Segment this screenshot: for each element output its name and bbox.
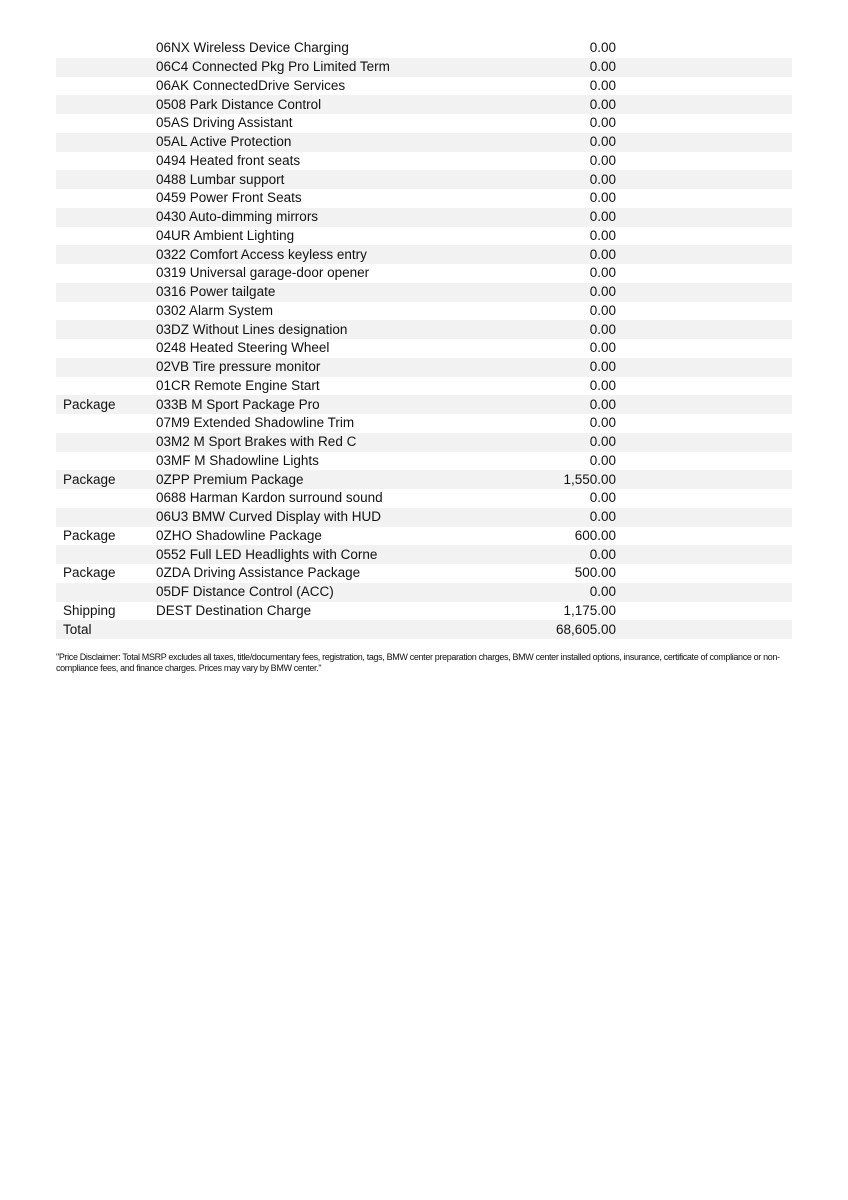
row-spacer [616, 114, 792, 133]
row-description: 01CR Remote Engine Start [156, 377, 320, 393]
option-row [56, 508, 792, 527]
row-spacer [616, 152, 792, 171]
option-row [56, 470, 792, 489]
row-spacer [616, 489, 792, 508]
row-spacer [616, 414, 792, 433]
option-row [56, 602, 792, 621]
row-category [56, 227, 156, 246]
row-price: 68,605.00 [486, 620, 616, 639]
row-spacer [616, 283, 792, 302]
row-description: 05AL Active Protection [156, 133, 486, 152]
option-row [56, 170, 792, 189]
row-price: 0.00 [589, 77, 616, 93]
row-category [56, 39, 156, 58]
row-price: 0.00 [589, 377, 616, 393]
row-category [56, 452, 156, 471]
row-category [56, 245, 156, 264]
row-spacer [616, 470, 792, 489]
option-row [56, 114, 792, 133]
row-price: 0.00 [589, 152, 616, 168]
row-category [56, 77, 156, 96]
row-spacer [616, 433, 792, 452]
row-category [56, 508, 156, 527]
row-category [56, 189, 156, 208]
row-category [56, 302, 156, 321]
row-category [56, 489, 156, 508]
row-price: 0.00 [486, 133, 616, 152]
row-category: Total [56, 620, 156, 639]
row-price: 0.00 [589, 190, 616, 206]
row-spacer [616, 339, 792, 358]
option-row [56, 339, 792, 358]
row-category: Package [63, 527, 116, 543]
row-price: 0.00 [589, 340, 616, 356]
row-description: 06AK ConnectedDrive Services [156, 77, 346, 93]
row-price: 0.00 [486, 283, 616, 302]
row-description: DEST Destination Charge [156, 602, 312, 618]
row-spacer [616, 377, 792, 396]
row-category: Package [56, 395, 156, 414]
row-description: 05AS Driving Assistant [156, 115, 293, 131]
row-spacer [616, 208, 792, 227]
row-description: 02VB Tire pressure monitor [156, 358, 486, 377]
option-row [56, 414, 792, 433]
option-row [56, 583, 792, 602]
row-price: 0.00 [486, 95, 616, 114]
option-row [56, 264, 792, 283]
total-row [56, 620, 792, 639]
row-description: 05DF Distance Control (ACC) [156, 583, 486, 602]
option-row [56, 302, 792, 321]
row-description: 0248 Heated Steering Wheel [156, 340, 330, 356]
option-row [56, 377, 792, 396]
row-price: 0.00 [589, 115, 616, 131]
row-price: 0.00 [486, 545, 616, 564]
row-price: 0.00 [589, 40, 616, 56]
price-disclaimer: "Price Disclaimer: Total MSRP excludes all taxes, title/documentary fees, registration, tags, BMW center preparation charges, BMW center installed options, insurance, certificate of compliance or non-compliance fees, and finance charges. Prices may vary by BMW center." [56, 652, 780, 673]
option-row [56, 358, 792, 377]
row-price: 0.00 [486, 433, 616, 452]
row-description: 0508 Park Distance Control [156, 95, 486, 114]
row-description: 0494 Heated front seats [156, 152, 301, 168]
row-description: 0322 Comfort Access keyless entry [156, 245, 486, 264]
row-spacer [616, 545, 792, 564]
option-row [56, 95, 792, 114]
row-category [56, 264, 156, 283]
row-price: 0.00 [589, 490, 616, 506]
row-description: 0430 Auto-dimming mirrors [156, 208, 486, 227]
row-spacer [616, 133, 792, 152]
row-category [56, 433, 156, 452]
row-category [56, 283, 156, 302]
row-price: 0.00 [486, 170, 616, 189]
option-row [56, 58, 792, 77]
row-category [56, 133, 156, 152]
option-row [56, 283, 792, 302]
row-category [56, 545, 156, 564]
row-price: 0.00 [486, 508, 616, 527]
row-category [56, 58, 156, 77]
row-description [156, 620, 486, 639]
option-row [56, 433, 792, 452]
row-price: 600.00 [574, 527, 616, 543]
row-spacer [616, 452, 792, 471]
option-row [56, 208, 792, 227]
row-category [56, 152, 156, 171]
row-description: 03MF M Shadowline Lights [156, 452, 319, 468]
row-price: 0.00 [589, 415, 616, 431]
option-row [56, 564, 792, 583]
row-spacer [616, 508, 792, 527]
row-spacer [616, 189, 792, 208]
row-spacer [616, 302, 792, 321]
row-description: 06C4 Connected Pkg Pro Limited Term [156, 58, 486, 77]
row-description: 0488 Lumbar support [156, 170, 486, 189]
row-description: 033B M Sport Package Pro [156, 395, 486, 414]
row-category [56, 114, 156, 133]
row-category [56, 208, 156, 227]
row-category [56, 358, 156, 377]
row-price: 500.00 [574, 565, 616, 581]
row-spacer [616, 245, 792, 264]
row-price: 0.00 [486, 583, 616, 602]
option-row [56, 245, 792, 264]
row-description: 0ZPP Premium Package [156, 470, 486, 489]
row-description: 0ZDA Driving Assistance Package [156, 565, 361, 581]
row-description: 04UR Ambient Lighting [156, 227, 295, 243]
row-spacer [616, 620, 792, 639]
row-category [56, 95, 156, 114]
row-description: 06NX Wireless Device Charging [156, 40, 349, 56]
row-price: 0.00 [589, 265, 616, 281]
row-price: 1,175.00 [563, 602, 616, 618]
options-table-body [56, 39, 792, 639]
row-spacer [616, 39, 792, 58]
row-spacer [616, 564, 792, 583]
row-spacer [616, 77, 792, 96]
row-spacer [616, 527, 792, 546]
option-row [56, 452, 792, 471]
row-spacer [616, 358, 792, 377]
row-description: 07M9 Extended Shadowline Trim [156, 415, 355, 431]
option-row [56, 133, 792, 152]
row-spacer [616, 58, 792, 77]
row-description: 0459 Power Front Seats [156, 190, 302, 206]
option-row [56, 545, 792, 564]
row-price: 0.00 [589, 227, 616, 243]
row-category [56, 170, 156, 189]
row-description: 0319 Universal garage-door opener [156, 265, 370, 281]
row-category [56, 377, 156, 396]
option-row [56, 320, 792, 339]
row-description: 0316 Power tailgate [156, 283, 486, 302]
option-row [56, 152, 792, 171]
row-price: 0.00 [589, 302, 616, 318]
option-row [56, 189, 792, 208]
row-category: Package [56, 470, 156, 489]
row-description: 03DZ Without Lines designation [156, 320, 486, 339]
row-description: 0688 Harman Kardon surround sound [156, 490, 383, 506]
row-price: 0.00 [486, 58, 616, 77]
row-spacer [616, 320, 792, 339]
options-price-table [56, 39, 792, 639]
row-description: 0552 Full LED Headlights with Corne [156, 545, 486, 564]
option-row [56, 39, 792, 58]
row-spacer [616, 227, 792, 246]
option-row [56, 77, 792, 96]
row-price: 1,550.00 [486, 470, 616, 489]
row-price: 0.00 [486, 245, 616, 264]
option-row [56, 227, 792, 246]
row-category: Shipping [63, 602, 116, 618]
row-category [56, 320, 156, 339]
row-price: 0.00 [486, 358, 616, 377]
row-spacer [616, 602, 792, 621]
row-price: 0.00 [486, 320, 616, 339]
row-spacer [616, 395, 792, 414]
row-description: 0ZHO Shadowline Package [156, 527, 322, 543]
row-spacer [616, 264, 792, 283]
row-description: 06U3 BMW Curved Display with HUD [156, 508, 486, 527]
row-price: 0.00 [486, 395, 616, 414]
row-spacer [616, 583, 792, 602]
row-category [56, 583, 156, 602]
option-row [56, 489, 792, 508]
row-category: Package [63, 565, 116, 581]
row-spacer [616, 170, 792, 189]
row-category [56, 414, 156, 433]
row-price: 0.00 [486, 208, 616, 227]
row-description: 03M2 M Sport Brakes with Red C [156, 433, 486, 452]
row-price: 0.00 [589, 452, 616, 468]
option-row [56, 395, 792, 414]
row-category [56, 339, 156, 358]
row-description: 0302 Alarm System [156, 302, 274, 318]
row-spacer [616, 95, 792, 114]
option-row [56, 527, 792, 546]
